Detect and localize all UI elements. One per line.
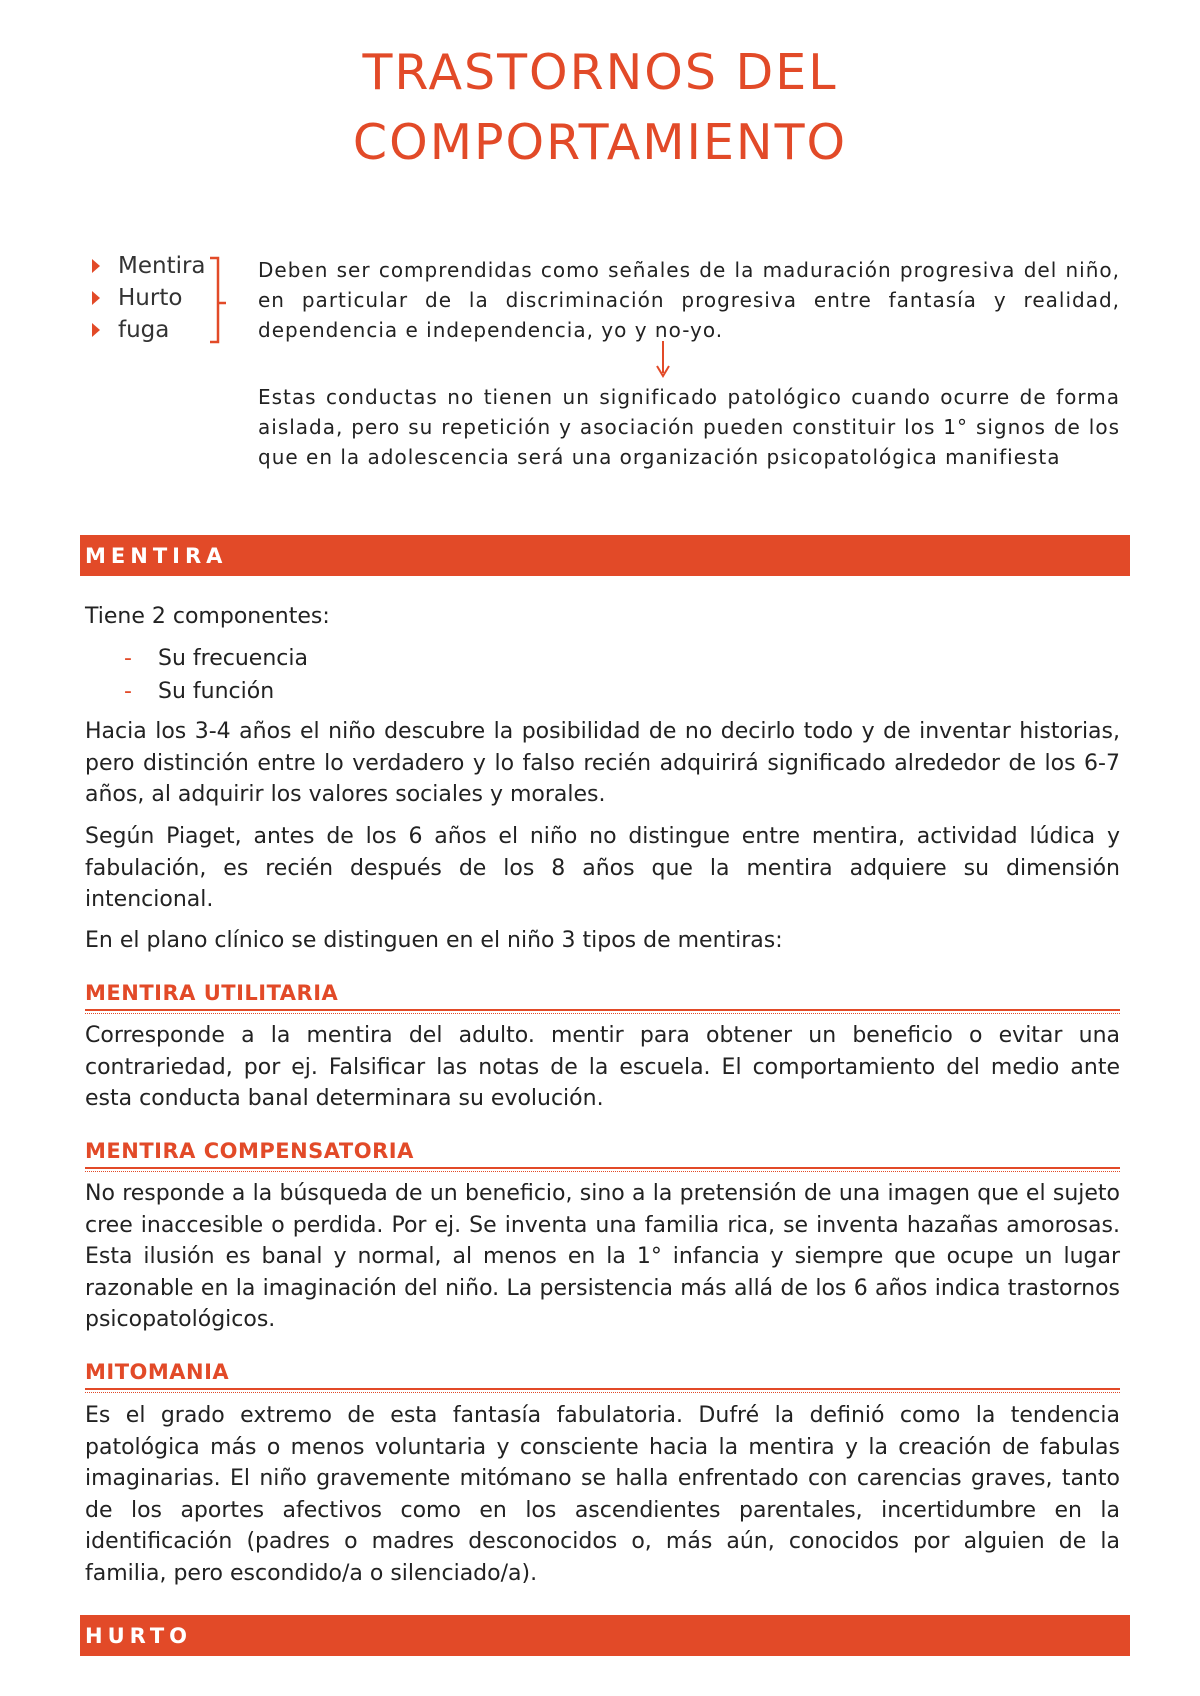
dash-bullet-icon: - (124, 646, 132, 671)
triangle-bullet-icon (92, 259, 100, 273)
compensatoria-paragraph: No responde a la búsqueda de un beneficio, sino a la pretensión de una imagen que el sujeto cree inaccesible o perdida. Por ej. Se inventa una familia rica, se inventa hazañas amorosas. Esta ilusión es banal y normal, al menos en la 1° infancia y siempre que ocupe un lugar razonable en la imaginación del niño. La persistencia más allá de los 6 años indica trastornos psicopatológicos. (85, 1181, 1120, 1332)
utilitaria-paragraph: Corresponde a la mentira del adulto. mentir para obtener un beneficio o evitar una contrariedad, por ej. Falsificar las notas de la escuela. El comportamiento del medio ante esta conducta banal determinara su evolución. (85, 1023, 1120, 1111)
bullet-label: Hurto (118, 285, 183, 311)
down-arrow-icon (655, 339, 671, 379)
subheading-mentira-utilitaria: MENTIRA UTILITARIA (85, 979, 1120, 1011)
intro-paragraph-2: Estas conductas no tienen un significado patológico cuando ocurre de forma aislada, pero su repetición y asociación pueden constituir los 1° signos de los que en la adolescencia será una organización psicopatológica manifiesta (258, 385, 1120, 469)
triangle-bullet-icon (92, 323, 100, 337)
mitomania-paragraph: Es el grado extremo de esta fantasía fabulatoria. Dufré la definió como la tendencia patológica más o menos voluntaria y consciente hacia la mentira y la creación de fabulas imaginarias. El niño gravemente mitómano se halla enfrentado con carencias graves, tanto de los aportes afectivos como en los ascendientes parentales, incertidumbre en la identificación (padres o madres desconocidos o, más aún, conocidos por alguien de la familia, pero escondido/a o silenciado/a). (85, 1403, 1120, 1586)
title-line-2: COMPORTAMIENTO (352, 114, 848, 171)
mentira-paragraph-1: Hacia los 3-4 años el niño descubre la posibilidad de no decirlo todo y de inventar historias, pero distinción entre lo verdadero y lo falso recién adquirirá significado alrededor de los 6-7 años, al adquirir los valores sociales y morales. (85, 719, 1120, 807)
bullet-label: fuga (118, 317, 170, 343)
mentira-paragraph-2: Según Piaget, antes de los 6 años el niño no distingue entre mentira, actividad lúdica y fabulación, es recién después de los 8 años que la mentira adquiere su dimensión intencional. (85, 824, 1120, 912)
components-intro: Tiene 2 componentes: (85, 604, 330, 629)
section-header-hurto: HURTO (80, 1615, 1130, 1656)
bullet-item-mentira (92, 250, 222, 282)
list-item: - Su función (124, 675, 308, 708)
title-line-1: TRASTORNOS DEL (362, 44, 838, 101)
mentira-paragraph-3: En el plano clínico se distinguen en el niño 3 tipos de mentiras: (85, 928, 783, 953)
page-title (0, 38, 1200, 178)
bullet-item-hurto (92, 282, 222, 314)
subheading-mentira-compensatoria: MENTIRA COMPENSATORIA (85, 1137, 1120, 1169)
intro-paragraph-1: Deben ser comprendidas como señales de la maduración progresiva del niño, en particular de la discriminación progresiva entre fantasía y realidad, dependencia e independencia, yo y no-yo. (258, 258, 1120, 342)
list-item: - Su frecuencia (124, 642, 308, 675)
section-header-mentira: MENTIRA (80, 535, 1130, 576)
components-list (124, 642, 308, 708)
right-brace-icon (208, 256, 230, 348)
subheading-mitomania: MITOMANIA (85, 1358, 1120, 1390)
dash-bullet-icon: - (124, 679, 132, 704)
triangle-bullet-icon (92, 291, 100, 305)
bullet-label: Mentira (118, 253, 206, 279)
behavior-bullet-list (92, 250, 222, 346)
bullet-item-fuga (92, 314, 222, 346)
